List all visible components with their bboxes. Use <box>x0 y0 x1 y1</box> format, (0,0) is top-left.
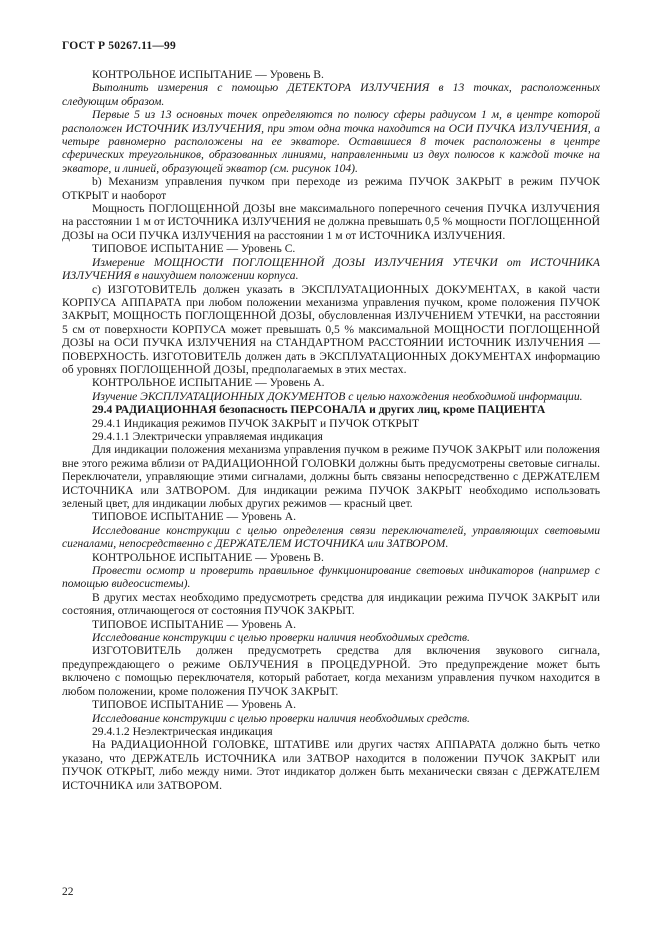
paragraph: Мощность ПОГЛОЩЕННОЙ ДОЗЫ вне максимального поперечного сечения ПУЧКА ИЗЛУЧЕНИЯ на расстоянии 1 м от ИСТОЧНИКА ИЗЛУЧЕНИЯ не должна превышать 0,5 % мощности ПОГЛОЩЕННОЙ ДОЗЫ на ОСИ ПУЧКА ИЗЛУЧЕНИЯ на расстоянии 1 м от ИСТОЧНИКА ИЗЛУЧЕНИЯ. <box>62 202 600 242</box>
paragraph: c) ИЗГОТОВИТЕЛЬ должен указать в ЭКСПЛУАТАЦИОННЫХ ДОКУМЕНТАХ, в какой части КОРПУСА АППАРАТА при любом положении механизма управления пучком, кроме положения ПУЧОК ЗАКРЫТ, МОЩНОСТЬ ПОГЛОЩЕННОЙ ДОЗЫ, обусловленная ИЗЛУЧЕНИЕМ УТЕЧКИ, на расстоянии 5 см от поверхности КОРПУСА может превышать 0,5 % максимальной МОЩНОСТИ ПОГЛОЩЕННОЙ ДОЗЫ на ОСИ ПУЧКА ИЗЛУЧЕНИЯ на СТАНДАРТНОМ РАССТОЯНИИ ИСТОЧНИК ИЗЛУЧЕНИЯ — ПОВЕРХНОСТЬ. ИЗГОТОВИТЕЛЬ должен дать в ЭКСПЛУАТАЦИОННЫХ ДОКУМЕНТАХ информацию об уровнях ПОГЛОЩЕННОЙ ДОЗЫ, предполагаемых в этих местах. <box>62 282 600 376</box>
paragraph: ТИПОВОЕ ИСПЫТАНИЕ — Уровень А. <box>92 698 296 712</box>
document-body <box>62 68 600 792</box>
paragraph: В других местах необходимо предусмотреть средства для индикации режима ПУЧОК ЗАКРЫТ или состояния, отличающегося от состояния ПУЧОК ЗАКРЫТ. <box>62 590 600 618</box>
subsection-heading: 29.4.1.2 Неэлектрическая индикация <box>92 724 273 738</box>
paragraph: Изучение ЭКСПЛУАТАЦИОННЫХ ДОКУМЕНТОВ с целью нахождения необходимой информации. <box>92 389 583 403</box>
paragraph: ИЗГОТОВИТЕЛЬ должен предусмотреть средства для включения звукового сигнала, предупреждающего о режиме ОБЛУЧЕНИЯ в ПРОЦЕДУРНОЙ. Это предупреждение может быть включено с помощью переключателя, который работает, когда механизм управления пучком находится в любом положении, кроме положения ПУЧОК ЗАКРЫТ. <box>62 644 600 698</box>
document-header: ГОСТ Р 50267.11—99 <box>62 40 176 52</box>
paragraph: Измерение МОЩНОСТИ ПОГЛОЩЕННОЙ ДОЗЫ ИЗЛУЧЕНИЯ УТЕЧКИ от ИСТОЧНИКА ИЗЛУЧЕНИЯ в наихудшем положении корпуса. <box>62 255 600 283</box>
paragraph: ТИПОВОЕ ИСПЫТАНИЕ — Уровень С. <box>92 242 296 256</box>
paragraph: ТИПОВОЕ ИСПЫТАНИЕ — Уровень А. <box>92 617 296 631</box>
page-number: 22 <box>62 886 74 898</box>
paragraph: Для индикации положения механизма управления пучком в режиме ПУЧОК ЗАКРЫТ или положения вне этого режима вблизи от РАДИАЦИОННОЙ ГОЛОВКИ должны быть предусмотрены световые сигналы. Переключатели, управляющие этими сигналами, должны быть связаны непосредственно с ДЕРЖАТЕЛЕМ ИСТОЧНИКА или ЗАТВОРОМ. Для индикации режима ПУЧОК ЗАКРЫТ необходимо использовать зеленый цвет, для индикации любых других режимов — красный цвет. <box>62 443 600 510</box>
subsection-heading: 29.4.1 Индикация режимов ПУЧОК ЗАКРЫТ и ПУЧОК ОТКРЫТ <box>92 416 420 430</box>
paragraph: На РАДИАЦИОННОЙ ГОЛОВКЕ, ШТАТИВЕ или других частях АППАРАТА должно быть четко указано, что ДЕРЖАТЕЛЬ ИСТОЧНИКА или ЗАТВОР находится в положении ПУЧОК ЗАКРЫТ или ПУЧОК ОТКРЫТ, либо между ними. Этот индикатор должен быть механически связан с ДЕРЖАТЕЛЕМ ИСТОЧНИКА или ЗАТВОРОМ. <box>62 738 600 792</box>
section-heading: 29.4 РАДИАЦИОННАЯ безопасность ПЕРСОНАЛА и других лиц, кроме ПАЦИЕНТА <box>92 403 546 417</box>
paragraph: ТИПОВОЕ ИСПЫТАНИЕ — Уровень А. <box>92 510 296 524</box>
paragraph: КОНТРОЛЬНОЕ ИСПЫТАНИЕ — Уровень А. <box>92 376 325 390</box>
paragraph: Первые 5 из 13 основных точек определяются по полюсу сферы радиусом 1 м, в центре которой расположен ИСТОЧНИК ИЗЛУЧЕНИЯ, при этом одна точка находится на ОСИ ПУЧКА ИЗЛУЧЕНИЯ, а четыре равномерно расположены на ее экваторе. Оставшиеся 8 точек расположены в центре сферических треугольников, образованных линиями, направленными из двух полюсов к каждой точке на экваторе, и линией, образующей экватор (см. рисунок 104). <box>62 108 600 175</box>
paragraph: Исследование конструкции с целью проверки наличия необходимых средств. <box>92 711 470 725</box>
paragraph: КОНТРОЛЬНОЕ ИСПЫТАНИЕ — Уровень В. <box>92 550 324 564</box>
paragraph: Провести осмотр и проверить правильное функционирование световых индикаторов (например с помощью видеосистемы). <box>62 564 600 591</box>
subsection-heading: 29.4.1.1 Электрически управляемая индикация <box>92 429 323 443</box>
paragraph: Исследование конструкции с целью определения связи переключателей, управляющих световыми сигналами, непосредственно с ДЕРЖАТЕЛЕМ ИСТОЧНИКА или ЗАТВОРОМ. <box>62 523 600 551</box>
paragraph: Выполнить измерения с помощью ДЕТЕКТОРА ИЗЛУЧЕНИЯ в 13 точках, расположенных следующим образом. <box>62 81 600 108</box>
paragraph: b) Механизм управления пучком при переходе из режима ПУЧОК ЗАКРЫТ в режим ПУЧОК ОТКРЫТ и наоборот <box>62 175 600 202</box>
paragraph: КОНТРОЛЬНОЕ ИСПЫТАНИЕ — Уровень В. <box>92 68 324 81</box>
paragraph: Исследование конструкции с целью проверки наличия необходимых средств. <box>92 631 470 645</box>
